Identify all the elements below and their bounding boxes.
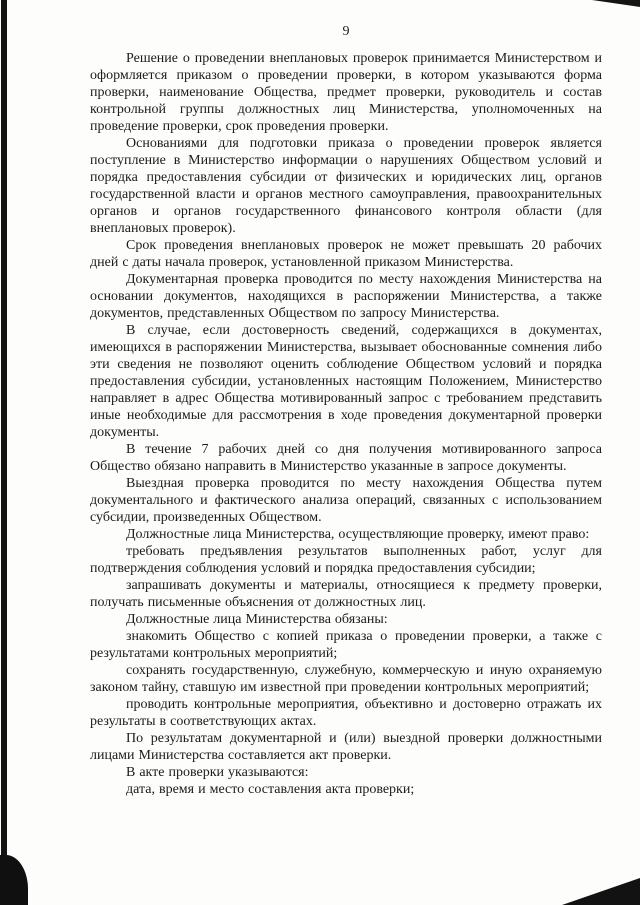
paragraph: В течение 7 рабочих дней со дня получения мотивированного запроса Общество обязано направить в Министерство указанные в запросе документы. bbox=[90, 442, 602, 474]
scan-artifact-bottom-right bbox=[562, 878, 640, 905]
scan-edge-left bbox=[1, 0, 7, 905]
paragraph: Основаниями для подготовки приказа о проведении проверок является поступление в Министерство информации о нарушениях Обществом условий и порядка предоставления субсидии от физических и юридических лиц, органов государственной власти и органов местного самоуправления, правоохранительных органов и органов государственного финансового контроля области (для внеплановых проверок). bbox=[90, 136, 602, 236]
paragraph: В акте проверки указываются: bbox=[126, 765, 309, 780]
paragraph: Решение о проведении внеплановых проверок принимается Министерством и оформляется приказом о проведении проверки, в котором указываются форма проверки, наименование Общества, предмет проверки, руководитель и состав контрольной группы должностных лиц Министерства, уполномоченных на проведение проверки, срок проведения проверки. bbox=[90, 51, 602, 134]
paragraph: Срок проведения внеплановых проверок не может превышать 20 рабочих дней с даты начала проверок, установленной приказом Министерства. bbox=[90, 238, 602, 270]
paragraph: Выездная проверка проводится по месту нахождения Общества путем документального и фактического анализа операций, связанных с использованием субсидии, произведенных Обществом. bbox=[90, 476, 602, 525]
paragraph: Должностные лица Министерства обязаны: bbox=[126, 612, 388, 627]
paragraph: требовать предъявления результатов выполненных работ, услуг для подтверждения соблюдения условий и порядка предоставления субсидии; bbox=[90, 544, 602, 576]
paragraph: По результатам документарной и (или) выездной проверки должностными лицами Министерства составляется акт проверки. bbox=[90, 731, 602, 763]
scan-artifact-bottom-left bbox=[0, 855, 28, 905]
paragraph: Документарная проверка проводится по месту нахождения Министерства на основании документов, находящихся в распоряжении Министерства, а также документов, представленных Обществом по запросу Министерства. bbox=[90, 272, 602, 321]
paragraph: дата, время и место составления акта проверки; bbox=[126, 782, 415, 797]
paragraph: В случае, если достоверность сведений, содержащихся в документах, имеющихся в распоряжении Министерства, вызывает обоснованные сомнения либо эти сведения не позволяют оценить соблюдение Обществом условий и порядка предоставления субсидии, установленных настоящим Положением, Министерство направляет в адрес Общества мотивированный запрос с требованием представить иные необходимые для рассмотрения в ходе проведения документарной проверки документы. bbox=[90, 323, 602, 440]
page-number: 9 bbox=[342, 24, 350, 39]
paragraph: сохранять государственную, служебную, коммерческую и иную охраняемую законом тайну, ставшую им известной при проведении контрольных мероприятий; bbox=[90, 663, 602, 695]
scan-artifact-top-right bbox=[592, 0, 640, 7]
paragraph: запрашивать документы и материалы, относящиеся к предмету проверки, получать письменные объяснения от должностных лиц. bbox=[90, 578, 602, 610]
paragraph: знакомить Общество с копией приказа о проведении проверки, а также с результатами контрольных мероприятий; bbox=[90, 629, 602, 661]
paragraph: Должностные лица Министерства, осуществляющие проверку, имеют право: bbox=[126, 527, 590, 542]
paragraph: проводить контрольные мероприятия, объективно и достоверно отражать их результаты в соответствующих актах. bbox=[90, 697, 602, 729]
document-body bbox=[90, 50, 602, 798]
